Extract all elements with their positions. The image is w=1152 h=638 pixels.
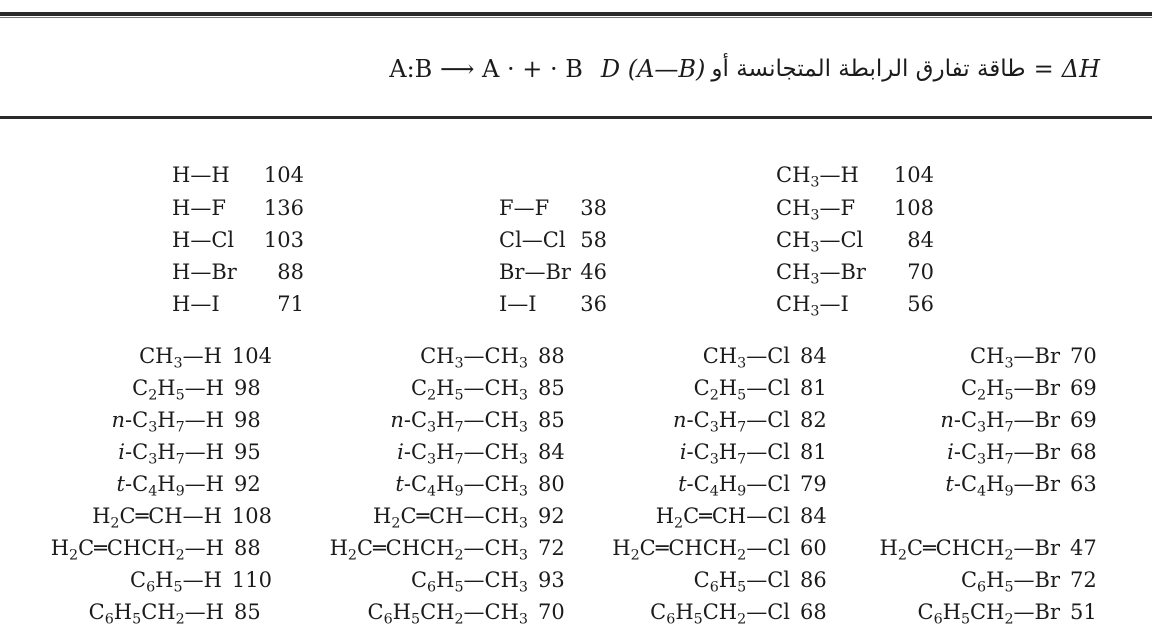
bond-energy-value: 84	[800, 344, 827, 368]
bond-formula: $CH_3—Br$	[776, 260, 866, 288]
bond-energy-value: 95	[234, 440, 261, 464]
bond-formula: H—Br	[172, 260, 237, 284]
bond-energy-value: 98	[234, 408, 261, 432]
bond-formula: $H_2C═CHCH_2—Cl$	[612, 536, 790, 564]
bond-formula: $t-C_4H_9—Br$	[945, 472, 1060, 500]
col_br-row	[917, 597, 1108, 627]
bond-formula: $C_6H_5—Cl$	[693, 568, 790, 596]
bond-energy-value: 82	[800, 408, 827, 432]
bond-formula: $CH_3—H$	[139, 344, 222, 372]
col_h-row	[139, 341, 272, 371]
bond-formula: $C_6H_5CH_2—Br$	[917, 600, 1060, 628]
bond-energy-value: 60	[800, 536, 827, 560]
methyl-row	[776, 289, 934, 319]
col_cl-row	[694, 565, 838, 595]
col_cl-row	[650, 597, 838, 627]
bond-energy-value: 110	[231, 568, 272, 592]
bond-formula: $n-C_3H_7—CH_3$	[390, 408, 528, 436]
bond-formula: $C_6H_5CH_2—Cl$	[650, 600, 790, 628]
bond-energy-value: 58	[580, 228, 607, 252]
col_h-row	[89, 597, 272, 627]
halogen-row	[499, 257, 607, 287]
bond-formula: $t-C_4H_9—Cl$	[678, 472, 790, 500]
bond-formula: $H_2C═CH—Cl$	[655, 504, 790, 532]
col_cl-row	[612, 533, 838, 563]
bond-formula: Cl—Cl	[499, 228, 566, 252]
reaction-text: A:B ⟶ A · + · B	[389, 55, 583, 83]
bond-formula: $CH_3—Cl$	[776, 228, 864, 256]
col_br-row	[945, 469, 1108, 499]
bond-energy-value: 70	[538, 600, 565, 624]
col_br-row	[880, 533, 1108, 563]
col_ch3-row	[390, 405, 576, 435]
bond-energy-value: 46	[580, 260, 607, 284]
bond-energy-value: 93	[538, 568, 565, 592]
bond-formula: $n-C_3H_7—Br$	[940, 408, 1060, 436]
bond-energy-value: 98	[234, 376, 261, 400]
col_h-row	[51, 533, 272, 563]
col_h-row	[118, 437, 272, 467]
methyl-row	[776, 257, 934, 287]
col_br-row	[970, 341, 1108, 371]
bond-energy-value: 81	[800, 440, 827, 464]
bond-energy-value: 70	[907, 260, 934, 284]
bond-formula: $C_2H_5—CH_3$	[410, 376, 528, 404]
col_h-row	[111, 405, 272, 435]
methyl-row	[776, 160, 934, 190]
bond-notation: D (A—B)	[600, 55, 706, 83]
bond-formula: $C_6H_5CH_2—H$	[88, 600, 224, 628]
bond-energy-value: 88	[277, 260, 304, 284]
bond-formula: $H_2C═CHCH_2—CH_3$	[329, 536, 528, 564]
bond-formula: $C_6H_5—Br$	[960, 568, 1060, 596]
arabic-definition: طاقة تفارق الرابطة المتجانسة أو	[711, 56, 1026, 82]
bond-energy-value: 69	[1070, 408, 1097, 432]
col_ch3-row	[330, 533, 576, 563]
bond-energy-value: 85	[538, 376, 565, 400]
bond-formula: $C_2H_5—Cl$	[693, 376, 790, 404]
bond-formula: H—F	[172, 196, 226, 220]
bond-formula: $C_6H_5—CH_3$	[410, 568, 528, 596]
bond-formula: $H_2C═CH—CH_3$	[373, 504, 528, 532]
bond-energy-value: 85	[234, 600, 261, 624]
col_br-row	[947, 437, 1108, 467]
bond-energy-value: 108	[893, 196, 934, 220]
col_ch3-row	[395, 469, 576, 499]
col_cl-row	[694, 373, 838, 403]
bond-energy-value: 104	[231, 344, 272, 368]
hydrogen-row	[172, 160, 304, 190]
bond-energy-value: 108	[231, 504, 272, 528]
bond-formula: $C_2H_5—Br$	[960, 376, 1060, 404]
bond-formula: $H_2C═CH—H$	[92, 504, 222, 532]
col_h-row	[130, 565, 272, 595]
bond-formula: $C_6H_5—H$	[130, 568, 222, 596]
bond-energy-value: 79	[800, 472, 827, 496]
bond-energy-value: 84	[538, 440, 565, 464]
bond-formula: $i-C_3H_7—CH_3$	[397, 440, 528, 468]
bond-formula: H—H	[172, 163, 230, 187]
col_ch3-row	[411, 373, 576, 403]
bond-formula: $n-C_3H_7—H$	[111, 408, 224, 436]
methyl-row	[776, 193, 934, 223]
col_cl-row	[680, 437, 838, 467]
bond-energy-value: 88	[538, 344, 565, 368]
col_br-row	[961, 565, 1108, 595]
bond-energy-value: 92	[234, 472, 261, 496]
bond-energy-value: 56	[907, 292, 934, 316]
bond-formula: $CH_3—Cl$	[702, 344, 790, 372]
hydrogen-row	[172, 257, 304, 287]
header-equation	[0, 44, 1100, 94]
halogen-row	[499, 225, 607, 255]
bond-formula: I—I	[499, 292, 537, 316]
bond-energy-value: 63	[1070, 472, 1097, 496]
bond-formula: $n-C_3H_7—Cl$	[673, 408, 790, 436]
col_ch3-row	[397, 437, 576, 467]
bond-formula: $i-C_3H_7—Br$	[947, 440, 1060, 468]
halogen-row	[499, 289, 607, 319]
col_h-row	[117, 469, 272, 499]
col_cl-row	[673, 405, 838, 435]
bond-formula: H—I	[172, 292, 220, 316]
col_ch3-row	[368, 597, 577, 627]
bond-formula: $H_2C═CHCH_2—H$	[50, 536, 224, 564]
bond-energy-value: 68	[800, 600, 827, 624]
equals-sign: =	[1033, 55, 1054, 83]
bond-formula: $i-C_3H_7—H$	[118, 440, 224, 468]
bond-energy-value: 104	[893, 163, 934, 187]
col_ch3-row	[373, 501, 576, 531]
bond-formula: $C_6H_5CH_2—CH_3$	[367, 600, 528, 628]
bond-formula: $CH_3—H$	[776, 163, 859, 191]
bond-energy-value: 104	[263, 163, 304, 187]
col_ch3-row	[411, 565, 576, 595]
bond-energy-value: 68	[1070, 440, 1097, 464]
bond-energy-value: 71	[277, 292, 304, 316]
col_ch3-row	[420, 341, 576, 371]
col_br-row	[940, 405, 1108, 435]
bond-energy-value: 36	[580, 292, 607, 316]
col_h-row	[92, 501, 272, 531]
hydrogen-row	[172, 225, 304, 255]
bond-energy-value: 81	[800, 376, 827, 400]
bond-energy-value: 136	[263, 196, 304, 220]
bond-formula: $CH_3—I$	[776, 292, 849, 320]
col_br-row	[961, 373, 1108, 403]
bond-energy-value: 92	[538, 504, 565, 528]
bond-formula: $C_2H_5—H$	[132, 376, 224, 404]
bond-energy-value: 84	[907, 228, 934, 252]
bond-energy-value: 86	[800, 568, 827, 592]
col_cl-row	[703, 341, 838, 371]
bond-energy-value: 47	[1070, 536, 1097, 560]
bond-formula: H—Cl	[172, 228, 235, 252]
bond-energy-value: 85	[538, 408, 565, 432]
top-rule	[0, 12, 1152, 16]
top-rule-thin	[0, 17, 1152, 18]
bond-energy-value: 103	[263, 228, 304, 252]
bond-energy-value: 69	[1070, 376, 1097, 400]
bond-energy-value: 38	[580, 196, 607, 220]
hydrogen-row	[172, 193, 304, 223]
bond-formula: $H_2C═CHCH_2—Br$	[879, 536, 1060, 564]
bond-energy-value: 72	[1070, 568, 1097, 592]
bond-formula: $CH_3—F$	[776, 196, 856, 224]
bond-energy-value: 84	[800, 504, 827, 528]
halogen-row	[499, 193, 607, 223]
bond-formula: $t-C_4H_9—H$	[116, 472, 224, 500]
bond-energy-value: 72	[538, 536, 565, 560]
col_h-row	[132, 373, 272, 403]
methyl-row	[776, 225, 934, 255]
bond-energy-value: 70	[1070, 344, 1097, 368]
col_cl-row	[656, 501, 838, 531]
bond-formula: $i-C_3H_7—Cl$	[679, 440, 790, 468]
bottom-rule	[0, 116, 1152, 119]
bond-energy-value: 80	[538, 472, 565, 496]
bond-energy-value: 88	[234, 536, 261, 560]
bond-energy-value: 51	[1070, 600, 1097, 624]
bond-formula: $t-C_4H_9—CH_3$	[395, 472, 528, 500]
bond-formula: $CH_3—CH_3$	[420, 344, 528, 372]
col_cl-row	[678, 469, 838, 499]
bond-formula: Br—Br	[499, 260, 571, 284]
bond-formula: $CH_3—Br$	[970, 344, 1060, 372]
bond-formula: F—F	[499, 196, 550, 220]
delta-h-symbol: ΔH	[1061, 55, 1100, 83]
hydrogen-row	[172, 289, 304, 319]
